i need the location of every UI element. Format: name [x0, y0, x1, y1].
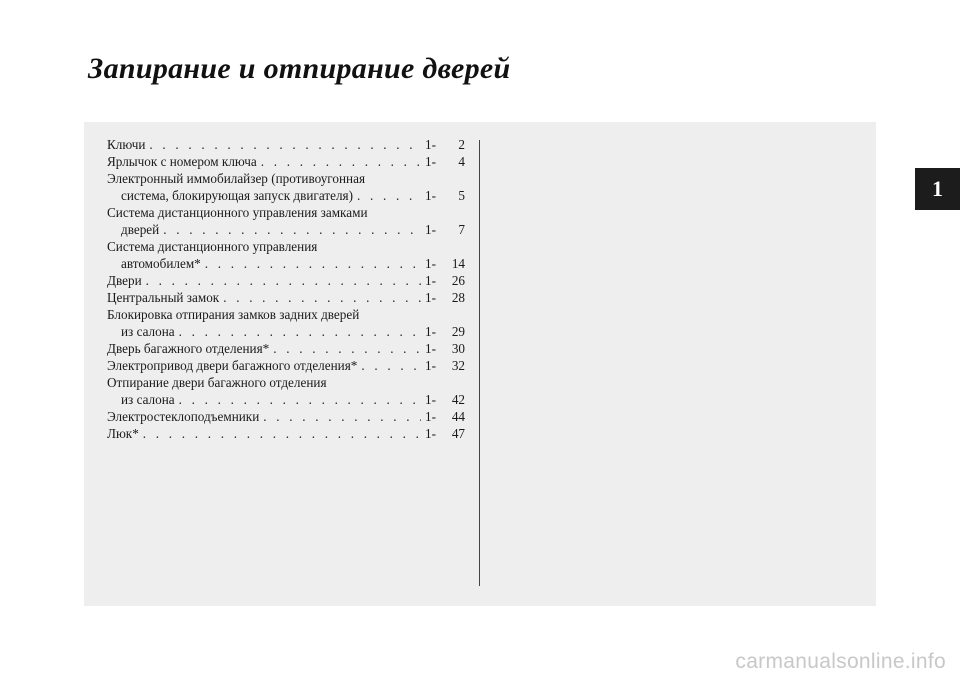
dot-leader — [257, 153, 421, 170]
toc-line — [107, 221, 465, 238]
dot-leader — [175, 323, 421, 340]
toc-entry-page: 32 — [451, 358, 465, 373]
dot-leader — [142, 272, 421, 289]
toc-entry[interactable] — [107, 238, 465, 272]
toc-line — [107, 187, 465, 204]
toc-entry[interactable] — [107, 374, 465, 408]
toc-entry-section: 1- — [425, 222, 436, 237]
toc-entry-section: 1- — [425, 137, 436, 152]
toc-entry-page: 4 — [458, 154, 465, 169]
toc-entry[interactable] — [107, 153, 465, 170]
toc-entry-page: 7 — [458, 222, 465, 237]
dot-leader — [353, 187, 421, 204]
toc-line — [107, 408, 465, 425]
dot-leader — [159, 221, 421, 238]
dot-leader — [175, 391, 421, 408]
toc-line — [107, 272, 465, 289]
dot-leader — [269, 340, 421, 357]
toc-entry[interactable] — [107, 408, 465, 425]
toc-entry-section: 1- — [425, 392, 436, 407]
toc-line — [107, 255, 465, 272]
toc-line — [107, 306, 465, 323]
dot-leader — [145, 136, 421, 153]
toc-line — [107, 238, 465, 255]
toc-entry-title: Люк* — [107, 426, 139, 441]
toc-entry-title: система, блокирующая запуск двигателя) — [121, 188, 354, 203]
toc-entry[interactable] — [107, 170, 465, 204]
toc-line — [107, 170, 465, 187]
toc-entry[interactable] — [107, 357, 465, 374]
toc-entry[interactable] — [107, 289, 465, 306]
table-of-contents — [107, 136, 465, 442]
dot-leader — [219, 289, 421, 306]
toc-entry-title: Центральный замок — [107, 290, 220, 305]
watermark: carmanualsonline.info — [735, 650, 946, 673]
dot-leader — [259, 408, 421, 425]
toc-line — [107, 289, 465, 306]
toc-entry-page: 2 — [458, 137, 465, 152]
toc-entry-section: 1- — [425, 188, 436, 203]
toc-line — [107, 323, 465, 340]
toc-entry-title: Дверь багажного отделения* — [107, 341, 270, 356]
toc-line — [107, 425, 465, 442]
toc-entry-title: Система дистанционного управления — [107, 239, 318, 254]
toc-entry-section: 1- — [425, 358, 436, 373]
toc-line — [107, 357, 465, 374]
toc-line — [107, 340, 465, 357]
toc-entry[interactable] — [107, 340, 465, 357]
toc-line — [107, 374, 465, 391]
dot-leader — [201, 255, 421, 272]
toc-entry-page: 5 — [458, 188, 465, 203]
toc-entry-page: 42 — [451, 392, 465, 407]
toc-entry-section: 1- — [425, 409, 436, 424]
toc-entry-page: 47 — [451, 426, 465, 441]
toc-entry-page: 26 — [451, 273, 465, 288]
toc-entry-title: дверей — [121, 222, 160, 237]
toc-entry[interactable] — [107, 306, 465, 340]
toc-entry-title: Электропривод двери багажного отделения* — [107, 358, 358, 373]
toc-entry-section: 1- — [425, 273, 436, 288]
toc-entry-title: из салона — [121, 392, 175, 407]
toc-entry-page: 44 — [451, 409, 465, 424]
toc-entry-section: 1- — [425, 256, 436, 271]
toc-line — [107, 136, 465, 153]
toc-entry[interactable] — [107, 425, 465, 442]
dot-leader — [357, 357, 421, 374]
toc-line — [107, 391, 465, 408]
toc-entry-title: Двери — [107, 273, 142, 288]
toc-entry-page: 29 — [451, 324, 465, 339]
toc-entry-page: 28 — [451, 290, 465, 305]
page-title: Запирание и отпирание дверей — [88, 52, 511, 85]
toc-entry-title: автомобилем* — [121, 256, 201, 271]
toc-entry-title: из салона — [121, 324, 175, 339]
toc-entry-page: 14 — [451, 256, 465, 271]
dot-leader — [139, 425, 421, 442]
toc-entry-section: 1- — [425, 154, 436, 169]
toc-entry-title: Система дистанционного управления замками — [107, 205, 368, 220]
toc-entry-section: 1- — [425, 290, 436, 305]
toc-entry-title: Ключи — [107, 137, 146, 152]
toc-entry-title: Электростеклоподъемники — [107, 409, 260, 424]
toc-entry-section: 1- — [425, 426, 436, 441]
toc-line — [107, 204, 465, 221]
toc-entry[interactable] — [107, 272, 465, 289]
toc-entry-section: 1- — [425, 341, 436, 356]
toc-entry-section: 1- — [425, 324, 436, 339]
toc-entry-title: Ярлычок с номером ключа — [107, 154, 257, 169]
toc-entry[interactable] — [107, 204, 465, 238]
toc-entry[interactable] — [107, 136, 465, 153]
toc-line — [107, 153, 465, 170]
toc-entry-title: Электронный иммобилайзер (противоугонная — [107, 171, 366, 186]
toc-entry-title: Блокировка отпирания замков задних дверей — [107, 307, 360, 322]
toc-entry-page: 30 — [451, 341, 465, 356]
toc-entry-title: Отпирание двери багажного отделения — [107, 375, 327, 390]
chapter-tab[interactable]: 1 — [915, 168, 960, 210]
column-divider — [479, 140, 480, 586]
